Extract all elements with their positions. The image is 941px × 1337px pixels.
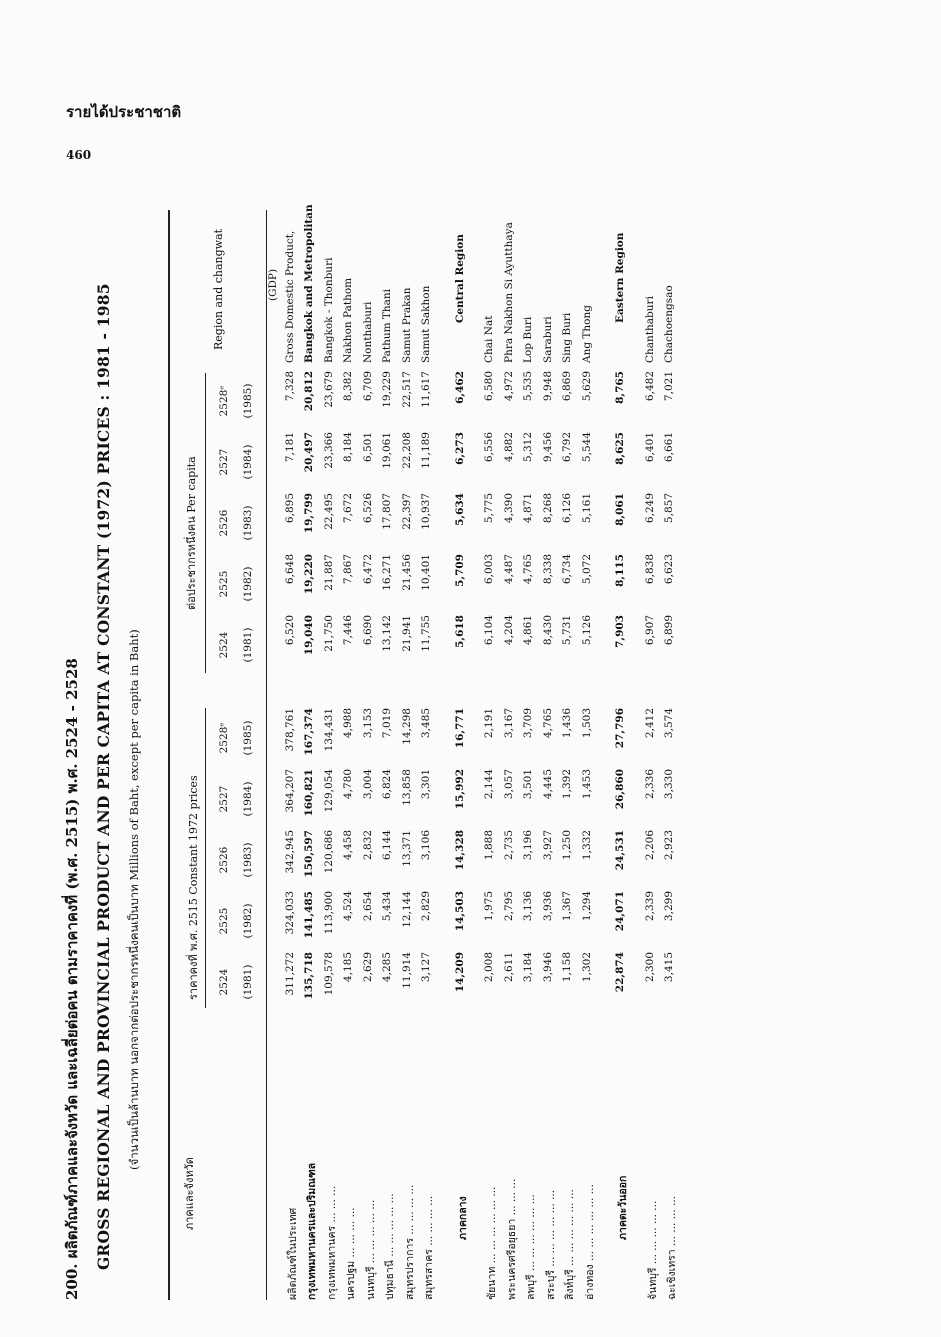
gp-value-1: 1,975	[483, 891, 495, 922]
pc-value-2: 5,161	[580, 493, 593, 524]
row-label-thai: สมุทรสาคร ... ... ... ...	[423, 1195, 435, 1300]
gp-value-0: 11,914	[400, 952, 413, 989]
pc-value-0: 6,899	[663, 615, 675, 646]
pc-value-2: 5,634	[453, 493, 466, 526]
pc-value-2: 6,895	[284, 493, 296, 524]
pc-value-2: 4,871	[522, 493, 534, 524]
pc-value-4: 19,229	[381, 371, 393, 408]
gp-value-0: 3,184	[522, 952, 534, 983]
group1-rule	[205, 708, 206, 1008]
pc-year-ce-2: (1983)	[242, 505, 254, 541]
pc-value-4: 6,580	[483, 371, 495, 402]
gp-value-0: 1,158	[561, 952, 573, 983]
pc-value-0: 5,126	[580, 615, 593, 646]
gp-value-3: 6,824	[381, 769, 393, 800]
pc-value-2: 6,126	[561, 493, 573, 524]
gp-year-be-4: 2528ᵉ	[218, 722, 230, 754]
row-label-english: Nonthaburi	[361, 301, 374, 363]
table-title-english: GROSS REGIONAL AND PROVINCIAL PRODUCT AND PER CAPITA AT CONSTANT (1972) PRICES : 1981 - 1985	[94, 283, 113, 1270]
gp-value-3: 3,501	[522, 769, 534, 800]
pc-value-2: 6,249	[643, 493, 656, 524]
gp-value-2: 150,597	[303, 830, 315, 878]
pc-value-3: 9,456	[541, 432, 554, 463]
pc-value-4: 6,462	[453, 371, 466, 404]
row-label-english: Bangkok and Metropolitan	[303, 204, 315, 363]
pc-year-be-0: 2524	[218, 631, 230, 659]
gp-value-0: 3,127	[420, 952, 432, 983]
row-label-thai: ฉะเชิงเทรา ... ... ... ...	[666, 1195, 678, 1300]
pc-value-4: 5,629	[580, 371, 593, 402]
gp-value-4: 3,709	[522, 708, 534, 739]
table-title-thai: 200. ผลิตภัณฑ์ภาคและจังหวัด และเฉลี่ยต่อคน ตามราคาคงที่ (พ.ศ. 2515) พ.ศ. 2524 - 2528	[63, 658, 81, 1300]
pc-value-2: 6,526	[361, 493, 374, 524]
gp-value-2: 2,923	[663, 830, 675, 861]
gp-value-2: 2,735	[502, 830, 515, 861]
pc-value-4: 6,869	[561, 371, 573, 402]
row-label-thai: ผลิตภัณฑ์ในประเทศ	[287, 1207, 299, 1300]
pc-value-1: 6,003	[483, 554, 495, 585]
pc-value-2: 7,672	[342, 493, 354, 524]
gp-value-3: 4,445	[541, 769, 554, 800]
pc-value-3: 11,189	[420, 432, 432, 469]
gp-value-1: 24,071	[614, 891, 626, 932]
pc-value-1: 6,623	[663, 554, 675, 585]
gp-value-0: 135,718	[303, 952, 315, 1000]
gp-value-3: 2,336	[643, 769, 656, 800]
gp-value-1: 2,339	[643, 891, 656, 922]
gp-value-2: 2,832	[361, 830, 374, 861]
gp-value-1: 141,485	[303, 891, 315, 939]
gp-year-be-3: 2527	[218, 785, 230, 813]
row-label-thai: อ่างทอง ... ... ... ... ... ...	[583, 1184, 596, 1300]
row-label-english: Samut Prakan	[400, 287, 413, 363]
gp-value-0: 1,302	[580, 952, 593, 983]
pc-value-0: 8,430	[541, 615, 554, 646]
gp-value-2: 4,458	[342, 830, 354, 861]
gp-value-0: 2,008	[483, 952, 495, 983]
gp-value-2: 24,531	[614, 830, 626, 871]
gp-value-3: 26,860	[614, 769, 626, 810]
gp-value-3: 1,453	[580, 769, 593, 800]
pc-value-1: 8,115	[614, 554, 626, 587]
gp-value-0: 22,874	[614, 952, 626, 993]
gp-value-1: 113,900	[322, 891, 335, 935]
pc-value-0: 4,204	[502, 615, 515, 646]
pc-year-ce-3: (1984)	[242, 444, 254, 480]
gp-value-4: 167,374	[303, 708, 315, 756]
pc-year-be-2: 2526	[218, 509, 230, 537]
pc-value-2: 5,775	[483, 493, 495, 524]
row-label-english: Samut Sakhon	[420, 285, 432, 363]
pc-value-1: 6,734	[561, 554, 573, 585]
gp-value-4: 134,431	[322, 708, 335, 752]
pc-value-0: 7,446	[342, 615, 354, 646]
pc-value-3: 23,366	[322, 432, 335, 469]
pc-value-0: 7,903	[614, 615, 626, 648]
gp-value-1: 12,144	[400, 891, 413, 928]
pc-value-3: 6,661	[663, 432, 675, 463]
pc-value-2: 4,390	[502, 493, 515, 524]
gp-value-4: 3,485	[420, 708, 432, 739]
gp-value-3: 1,392	[561, 769, 573, 800]
gp-year-ce-2: (1983)	[242, 842, 254, 878]
gp-value-1: 3,299	[663, 891, 675, 922]
top-rule	[168, 210, 170, 1300]
section-title: รายได้ประชาชาติ	[66, 103, 182, 121]
pc-value-0: 6,520	[284, 615, 296, 646]
pc-year-be-4: 2528ᵉ	[218, 385, 230, 417]
gp-value-4: 3,574	[663, 708, 675, 739]
pc-value-0: 11,755	[420, 615, 432, 652]
pc-value-4: 20,812	[303, 371, 315, 412]
pc-value-2: 10,937	[420, 493, 432, 530]
gp-value-1: 3,936	[541, 891, 554, 922]
gp-value-3: 4,780	[342, 769, 354, 800]
pc-value-1: 16,271	[381, 554, 393, 591]
pc-value-2: 17,807	[381, 493, 393, 530]
pc-value-1: 4,765	[522, 554, 534, 585]
pc-value-0: 13,142	[381, 615, 393, 652]
row-label-thai: ภาคกลาง	[456, 1196, 469, 1240]
row-label-thai: กรุงเทพมหานคร ... ... ...	[325, 1185, 338, 1300]
pc-value-2: 22,495	[322, 493, 335, 530]
gp-value-4: 4,765	[541, 708, 554, 739]
pc-value-4: 7,021	[663, 371, 675, 402]
gp-value-1: 5,434	[381, 891, 393, 922]
pc-value-0: 5,618	[453, 615, 466, 648]
pc-value-2: 22,397	[400, 493, 413, 530]
pc-value-1: 21,887	[322, 554, 335, 591]
pc-value-3: 6,273	[453, 432, 466, 465]
gp-year-ce-4: (1985)	[242, 720, 254, 756]
row-label-thai: นนทบุรี ... ... ... ... ...	[364, 1199, 377, 1300]
gp-value-0: 4,185	[342, 952, 354, 983]
pc-value-3: 5,312	[522, 432, 534, 463]
gp-value-4: 27,796	[614, 708, 626, 749]
gp-value-1: 3,136	[522, 891, 534, 922]
gp-value-2: 6,144	[381, 830, 393, 861]
pc-value-4: 4,972	[502, 371, 515, 402]
gp-value-1: 1,294	[580, 891, 593, 922]
row-label-english-2: (GDP)	[267, 268, 279, 301]
row-label-thai: ลพบุรี ... ... ... ... ... ...	[525, 1194, 537, 1300]
gp-value-3: 160,821	[303, 769, 315, 817]
pc-value-2: 8,268	[541, 493, 554, 524]
pc-value-1: 8,338	[541, 554, 554, 585]
gp-value-1: 324,033	[284, 891, 296, 935]
gp-value-4: 1,503	[580, 708, 593, 739]
gp-value-1: 2,829	[420, 891, 432, 922]
row-label-english: Saraburi	[541, 316, 554, 363]
gp-value-2: 3,927	[541, 830, 554, 861]
gp-value-2: 1,250	[561, 830, 573, 861]
pc-value-3: 7,181	[284, 432, 296, 463]
group2-rule	[205, 373, 206, 673]
gp-value-4: 7,019	[381, 708, 393, 739]
pc-value-4: 7,328	[284, 371, 296, 402]
row-label-thai: ชัยนาท ... ... ... ... ... ...	[486, 1186, 498, 1300]
gp-value-1: 1,367	[561, 891, 573, 922]
pc-value-0: 5,731	[561, 615, 573, 646]
pc-year-be-3: 2527	[218, 448, 230, 476]
row-label-thai: ปทุมธานี ... ... ... ... ...	[384, 1193, 396, 1300]
row-label-english: Lop Buri	[522, 316, 534, 363]
pc-value-3: 6,556	[483, 432, 495, 463]
row-label-english: Central Region	[453, 234, 466, 323]
row-label-thai: พระนครศรีอยุธยา ... ... ...	[505, 1178, 518, 1300]
row-label-english: Sing Buri	[561, 312, 573, 363]
gp-value-4: 2,412	[643, 708, 656, 739]
pc-value-1: 7,867	[342, 554, 354, 585]
gp-value-4: 1,436	[561, 708, 573, 739]
pc-value-0: 4,861	[522, 615, 534, 646]
pc-value-0: 19,040	[303, 615, 315, 656]
pc-value-3: 6,501	[361, 432, 374, 463]
row-label-english: Chai Nat	[483, 315, 495, 363]
pc-value-3: 6,401	[643, 432, 656, 463]
gp-value-2: 2,206	[643, 830, 656, 861]
gp-value-1: 2,795	[502, 891, 515, 922]
row-label-english: Chanthaburi	[643, 296, 656, 363]
gp-value-3: 3,301	[420, 769, 432, 800]
pc-value-4: 22,517	[400, 371, 413, 408]
gp-value-2: 1,888	[483, 830, 495, 861]
gp-value-0: 3,946	[541, 952, 554, 983]
pc-value-0: 21,941	[400, 615, 413, 652]
pc-value-1: 6,648	[284, 554, 296, 585]
gp-value-2: 120,686	[322, 830, 335, 874]
gp-value-3: 15,992	[453, 769, 466, 810]
gp-value-2: 3,106	[420, 830, 432, 861]
table-unit-note: (จำนวนเป็นล้านบาท นอกจากต่อประชากรหนึ่งคนเป็นบาท Millions of Baht, except per capita in Baht)	[127, 629, 141, 1170]
row-label-english: Eastern Region	[614, 232, 626, 323]
gp-value-3: 3,004	[361, 769, 374, 800]
page-number: 460	[66, 148, 92, 162]
row-label-english: Ang Thong	[580, 305, 593, 363]
gp-value-3: 129,054	[322, 769, 335, 813]
pc-value-3: 19,061	[381, 432, 393, 469]
pc-value-2: 8,061	[614, 493, 626, 526]
pc-year-ce-4: (1985)	[242, 383, 254, 419]
gp-value-1: 14,503	[453, 891, 466, 932]
gp-year-ce-3: (1984)	[242, 781, 254, 817]
gp-value-4: 3,153	[361, 708, 374, 739]
pc-value-0: 6,690	[361, 615, 374, 646]
gp-value-0: 2,629	[361, 952, 374, 983]
gp-year-be-0: 2524	[218, 968, 230, 996]
gp-value-3: 13,858	[400, 769, 413, 806]
gp-value-1: 2,654	[361, 891, 374, 922]
gp-value-4: 2,191	[483, 708, 495, 739]
header-group-per-capita: ต่อประชากรหนึ่งคน Per capita	[185, 456, 198, 610]
gp-year-ce-0: (1981)	[242, 964, 254, 1000]
pc-value-1: 10,401	[420, 554, 432, 591]
gp-value-3: 364,207	[284, 769, 296, 813]
gp-value-2: 13,371	[400, 830, 413, 867]
pc-value-3: 4,882	[502, 432, 515, 463]
pc-value-3: 20,497	[303, 432, 315, 473]
header-group-constant-prices: ราคาคงที่ พ.ศ. 2515 Constant 1972 prices	[187, 775, 200, 1000]
pc-value-1: 6,838	[643, 554, 656, 585]
gp-value-4: 14,298	[400, 708, 413, 745]
gp-value-1: 4,524	[342, 891, 354, 922]
gp-value-2: 342,945	[284, 830, 296, 874]
gp-value-0: 109,578	[322, 952, 335, 996]
pc-value-1: 19,220	[303, 554, 315, 595]
gp-value-0: 311,272	[284, 952, 296, 996]
gp-value-2: 1,332	[580, 830, 593, 861]
row-label-english: Nakhon Pathom	[342, 277, 354, 363]
page-header	[66, 100, 181, 162]
gp-value-0: 4,285	[381, 952, 393, 983]
gp-value-3: 2,144	[483, 769, 495, 800]
rotated-table	[60, 204, 840, 1300]
pc-value-3: 8,625	[614, 432, 626, 465]
row-label-english: Gross Domestic Product,	[284, 230, 296, 363]
gp-value-3: 3,057	[502, 769, 515, 800]
pc-value-1: 21,456	[400, 554, 413, 591]
pc-value-4: 9,948	[541, 371, 554, 402]
row-label-thai: สมุทรปราการ ... ... ... ...	[403, 1184, 416, 1300]
row-label-thai: สระบุรี ... ... ... ... ... ...	[544, 1189, 557, 1300]
pc-value-3: 22,208	[400, 432, 413, 469]
pc-year-ce-1: (1982)	[242, 566, 254, 602]
gp-value-0: 3,415	[663, 952, 675, 983]
pc-year-be-1: 2525	[218, 570, 230, 598]
pc-value-3: 8,184	[342, 432, 354, 463]
row-label-thai: ภาคตะวันออก	[617, 1175, 629, 1240]
pc-value-2: 5,857	[663, 493, 675, 524]
row-label-thai: สิงห์บุรี ... ... ... ... ... ...	[564, 1189, 576, 1300]
gp-value-3: 3,330	[663, 769, 675, 800]
gp-value-4: 4,988	[342, 708, 354, 739]
gp-value-0: 2,611	[502, 952, 515, 983]
gp-value-2: 3,196	[522, 830, 534, 861]
header-thai-region: ภาคและจังหวัด	[183, 1157, 196, 1230]
gp-value-4: 378,761	[284, 708, 296, 752]
gp-value-2: 14,328	[453, 830, 466, 871]
pc-value-4: 5,535	[522, 371, 534, 402]
pc-value-0: 6,907	[643, 615, 656, 646]
pc-value-1: 5,709	[453, 554, 466, 587]
row-label-thai: นครปฐม ... ... ... ...	[345, 1207, 357, 1300]
pc-value-4: 8,765	[614, 371, 626, 404]
pc-value-0: 6,104	[483, 615, 495, 646]
pc-value-3: 6,792	[561, 432, 573, 463]
pc-value-2: 19,799	[303, 493, 315, 534]
row-label-english: Pathum Thani	[381, 288, 393, 363]
row-label-thai: จันทบุรี ... ... ... ... ...	[646, 1200, 659, 1300]
gp-value-0: 14,209	[453, 952, 466, 993]
pc-value-3: 5,544	[580, 432, 593, 463]
header-english-region: Region and changwat	[212, 228, 225, 350]
row-label-thai: กรุงเทพมหานครและปริมณฑล	[306, 1162, 318, 1300]
gp-value-0: 2,300	[643, 952, 656, 983]
pc-value-4: 23,679	[322, 371, 335, 408]
pc-value-1: 6,472	[361, 554, 374, 585]
gp-year-be-1: 2525	[218, 907, 230, 935]
gp-year-ce-1: (1982)	[242, 903, 254, 939]
pc-value-4: 11,617	[420, 371, 432, 408]
header-bottom-rule	[266, 210, 267, 1300]
gp-year-be-2: 2526	[218, 846, 230, 874]
row-label-english: Phra Nakhon Si Ayutthaya	[502, 222, 515, 363]
pc-value-4: 6,482	[643, 371, 656, 402]
row-label-english: Chachoengsao	[663, 285, 675, 363]
pc-year-ce-0: (1981)	[242, 627, 254, 663]
pc-value-4: 6,709	[361, 371, 374, 402]
pc-value-4: 8,382	[342, 371, 354, 402]
pc-value-1: 5,072	[580, 554, 593, 585]
row-label-english: Bangkok - Thonburi	[322, 257, 335, 363]
gp-value-4: 16,771	[453, 708, 466, 749]
gp-value-4: 3,167	[502, 708, 515, 739]
pc-value-1: 4,487	[502, 554, 515, 585]
pc-value-0: 21,750	[322, 615, 335, 652]
